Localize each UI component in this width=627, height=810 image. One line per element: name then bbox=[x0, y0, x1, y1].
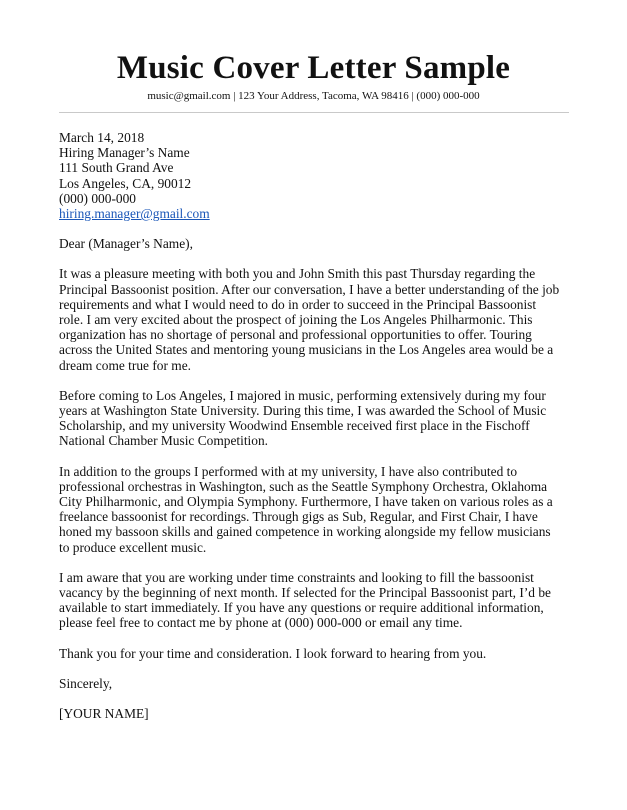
recipient-email-link[interactable]: hiring.manager@gmail.com bbox=[59, 206, 210, 222]
paragraph-line: requirements and what I would need to do in order to succeed in the Principal Bassoonist bbox=[59, 296, 537, 312]
paragraph-1 bbox=[59, 266, 569, 372]
recipient-street: 111 South Grand Ave bbox=[59, 160, 174, 176]
paragraph-line: City Philharmonic, and Olympia Symphony. Furthermore, I have taken on various roles as a bbox=[59, 494, 553, 510]
signature: [YOUR NAME] bbox=[59, 706, 149, 722]
letter-body bbox=[59, 130, 569, 721]
header-divider bbox=[59, 112, 569, 113]
paragraph-line: role. I am very excited about the prospect of joining the Los Angeles Philharmonic. This bbox=[59, 312, 533, 328]
closing: Sincerely, bbox=[59, 675, 113, 691]
salutation: Dear (Manager’s Name), bbox=[59, 236, 193, 252]
paragraph-line: Principal Bassoonist position. After our conversation, I have a better understanding of the job bbox=[59, 281, 560, 297]
paragraph-line: honed my bassoon skills and gained competence in working alongside my fellow musicians bbox=[59, 524, 551, 540]
spacer bbox=[59, 661, 569, 676]
spacer bbox=[59, 221, 569, 236]
spacer bbox=[59, 691, 569, 706]
paragraph-3 bbox=[59, 464, 569, 555]
paragraph-line: dream come true for me. bbox=[59, 357, 191, 373]
spacer bbox=[59, 373, 569, 388]
page-title: Music Cover Letter Sample bbox=[116, 50, 511, 86]
spacer bbox=[59, 631, 569, 646]
paragraph-line: Scholarship, and my university Woodwind Ensemble received first place in the Fischoff bbox=[59, 418, 530, 434]
paragraph-line: National Chamber Music Competition. bbox=[59, 433, 269, 449]
paragraph-line: to produce excellent music. bbox=[59, 539, 207, 555]
paragraph-line: In addition to the groups I performed with at my university, I have also contributed to bbox=[59, 463, 518, 479]
spacer bbox=[59, 555, 569, 570]
recipient-city: Los Angeles, CA, 90012 bbox=[59, 175, 192, 191]
paragraph-line: It was a pleasure meeting with both you and John Smith this past Thursday regarding the bbox=[59, 266, 536, 282]
contact-line: music@gmail.com | 123 Your Address, Tacoma, WA 98416 | (000) 000-000 bbox=[147, 90, 480, 102]
paragraph-line: Thank you for your time and consideration. I look forward to hearing from you. bbox=[59, 645, 487, 661]
spacer bbox=[59, 251, 569, 266]
paragraph-2 bbox=[59, 388, 569, 449]
paragraph-line: years at Washington State University. During this time, I was awarded the School of Music bbox=[59, 403, 547, 419]
paragraph-line: professional orchestras in Washington, such as the Seattle Symphony Orchestra, Oklahoma bbox=[59, 478, 548, 494]
paragraph-line: Before coming to Los Angeles, I majored in music, performing extensively during my four bbox=[59, 387, 546, 403]
paragraph-line: organization has no shortage of personal and professional opportunities to offer. Touring bbox=[59, 327, 532, 343]
paragraph-4 bbox=[59, 570, 569, 631]
paragraph-5 bbox=[59, 646, 569, 661]
spacer bbox=[59, 449, 569, 464]
paragraph-line: please feel free to contact me by phone at (000) 000-000 or email any time. bbox=[59, 615, 463, 631]
paragraph-line: available to start immediately. If you have any questions or require additional information, bbox=[59, 600, 544, 616]
paragraph-line: freelance bassoonist for recordings. Through gigs as Sub, Regular, and First Chair, I have bbox=[59, 509, 538, 525]
paragraph-line: across the United States and mentoring young musicians in the Los Angeles area would be a bbox=[59, 342, 554, 358]
letter-date: March 14, 2018 bbox=[59, 130, 145, 145]
recipient-phone: (000) 000-000 bbox=[59, 190, 136, 206]
paragraph-line: I am aware that you are working under time constraints and looking to fill the bassoonist bbox=[59, 569, 534, 585]
paragraph-line: vacancy by the beginning of next month. If selected for the Principal Bassoonist part, I’d be bbox=[59, 585, 551, 601]
recipient-name: Hiring Manager’s Name bbox=[59, 145, 190, 161]
